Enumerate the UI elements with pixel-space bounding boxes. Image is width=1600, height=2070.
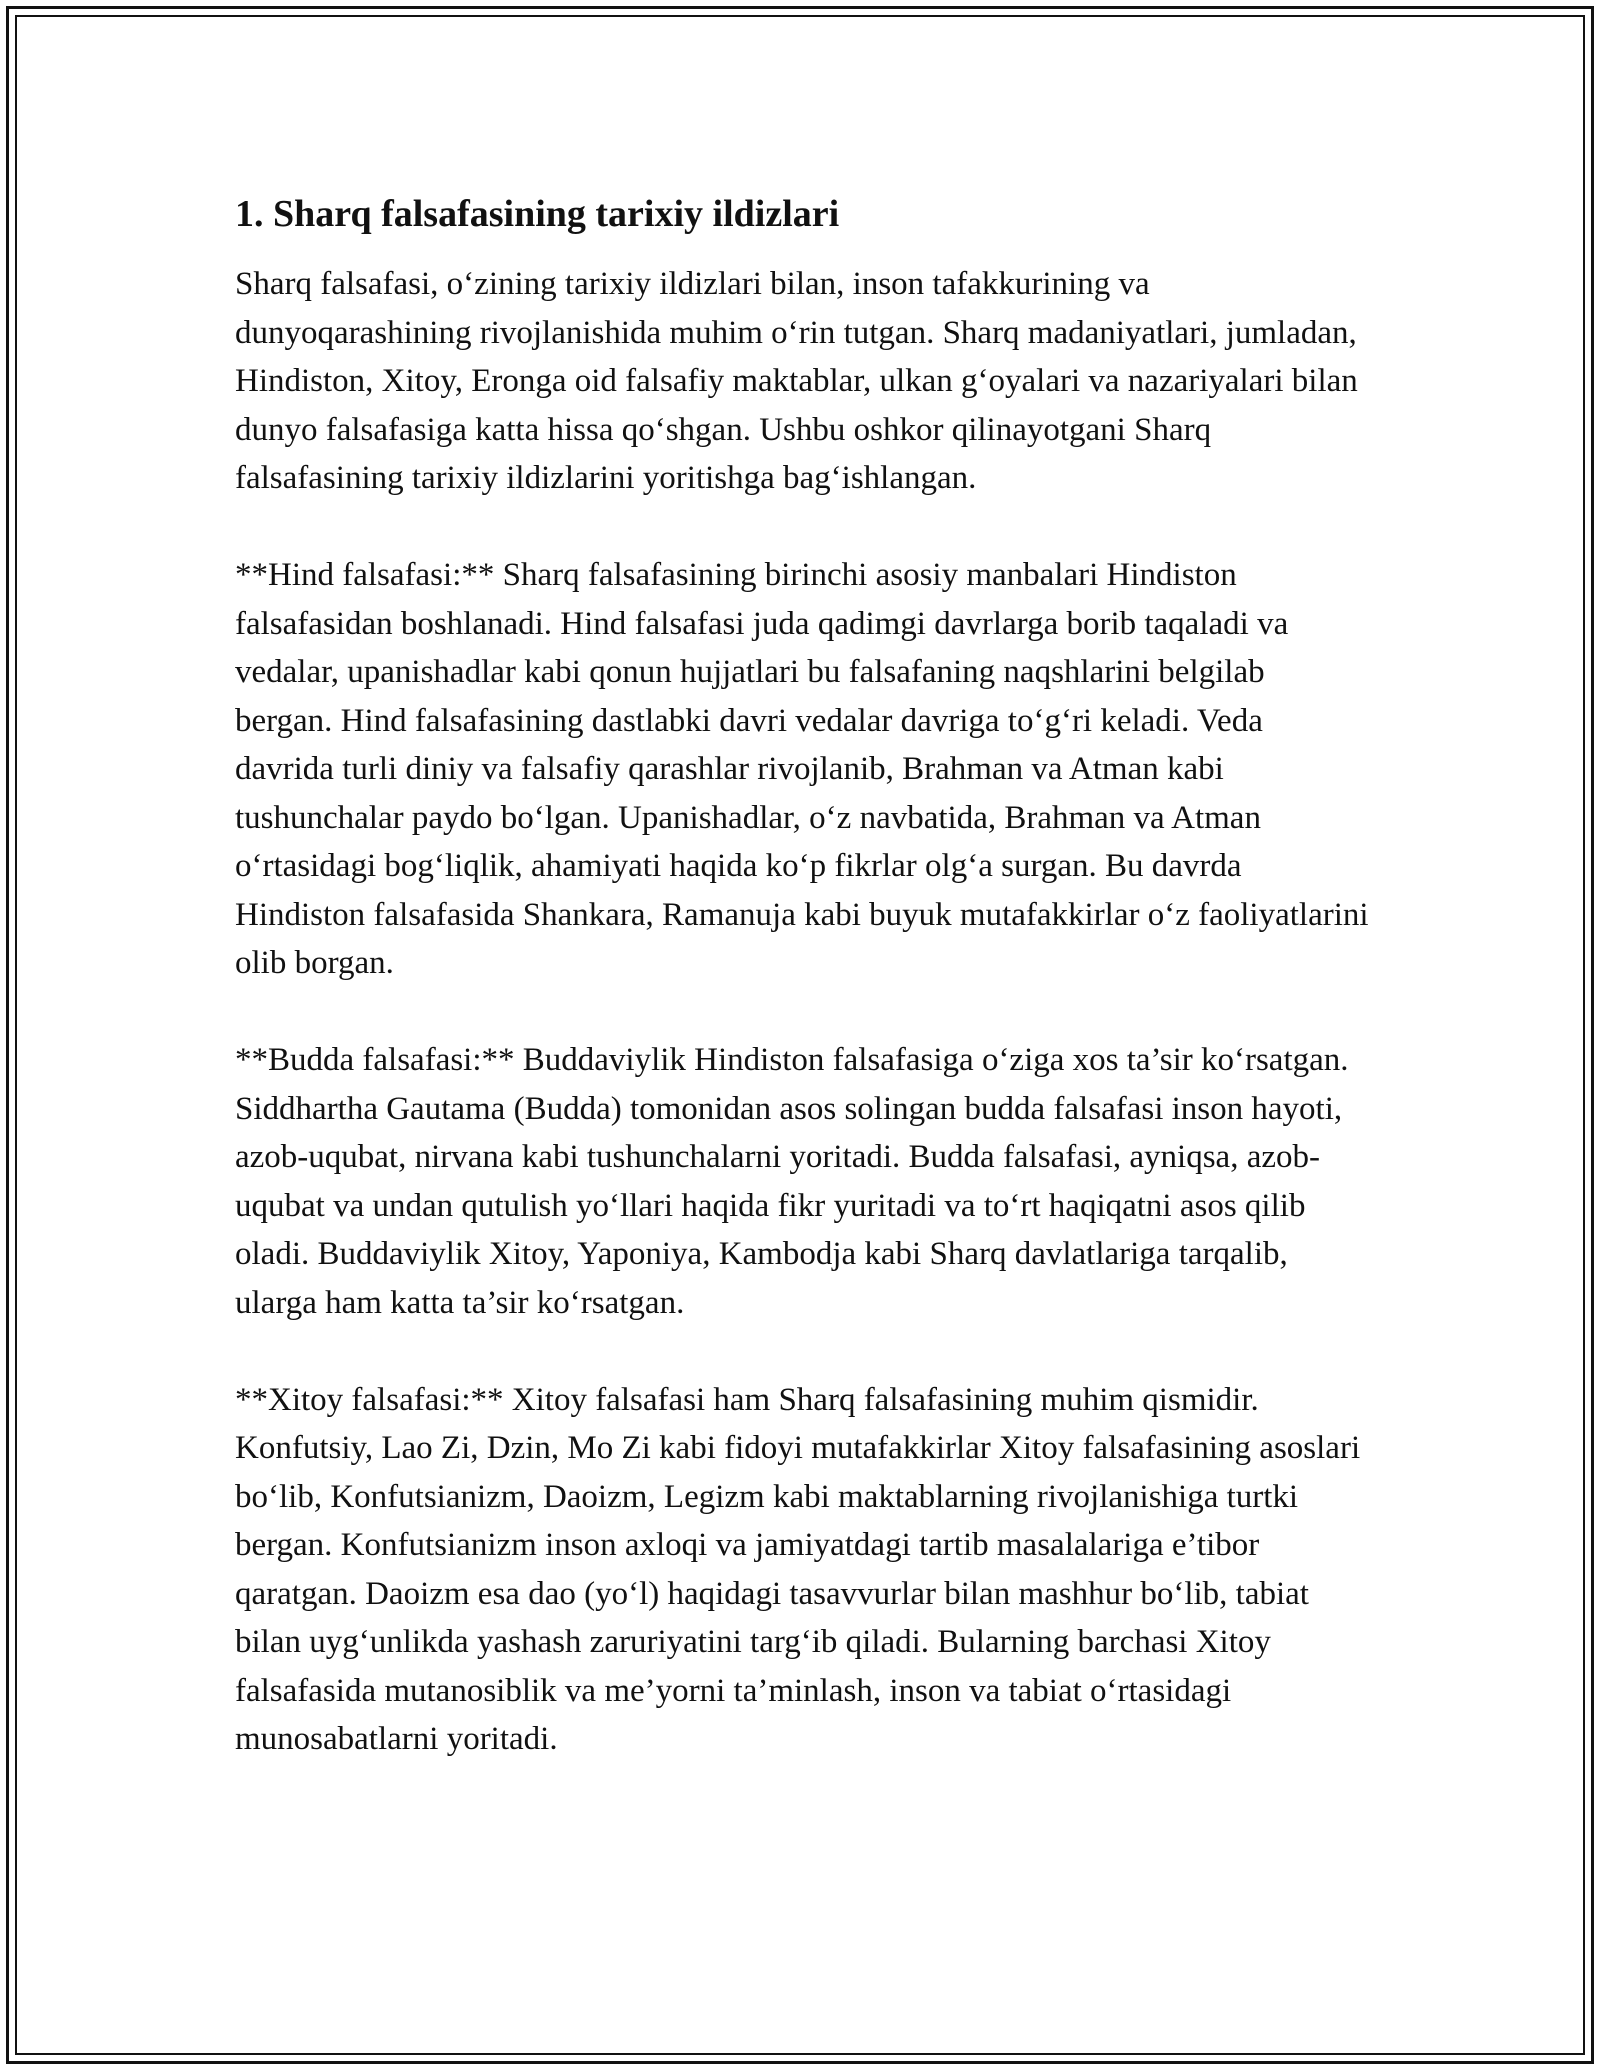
paragraph-xitoy-falsafasi: **Xitoy falsafasi:** Xitoy falsafasi ham Sharq falsafasining muhim qismidir. Konfutsiy, Lao Zi, Dzin, Mo Zi kabi fidoyi mutafakkirlar Xitoy falsafasining asoslari bo‘lib, Konfutsianizm, Daoizm, Legizm kabi maktablarning rivojlanishiga turtki bergan. Konfutsianizm inson axloqi va jamiyatdagi tartib masalalariga e’tibor qaratgan. Daoizm esa dao (yo‘l) haqidagi tasavvurlar bilan mashhur bo‘lib, tabiat bilan uyg‘unlikda yashash zaruriyatini targ‘ib qiladi. Bularning barchasi Xitoy falsafasida mutanosiblik va me’yorni ta’minlash, inson va tabiat o‘rtasidagi munosabatlarni yoritadi. bbox=[235, 1381, 1361, 1757]
paragraph-intro: Sharq falsafasi, o‘zining tarixiy ildizlari bilan, inson tafakkurining va dunyoqarashining rivojlanishida muhim o‘rin tutgan. Sharq madaniyatlari, jumladan, Hindiston, Xitoy, Eronga oid falsafiy maktablar, ulkan g‘oyalari va nazariyalari bilan dunyo falsafasiga katta hissa qo‘shgan. Ushbu oshkor qilinayotgani Sharq falsafasining tarixiy ildizlarini yoritishga bag‘ishlangan. bbox=[235, 266, 1358, 496]
section-heading: 1. Sharq falsafasining tarixiy ildizlari bbox=[235, 193, 840, 235]
paragraph-budda-falsafasi: **Budda falsafasi:** Buddaviylik Hindiston falsafasiga o‘ziga xos ta’sir ko‘rsatgan. Siddhartha Gautama (Budda) tomonidan asos solingan budda falsafasi inson hayoti, azob-uqubat, nirvana kabi tushunchalarni yoritadi. Budda falsafasi, ayniqsa, azob-uqubat va undan qutulish yo‘llari haqida fikr yuritadi va to‘rt haqiqatni asos qilib oladi. Buddaviylik Xitoy, Yaponiya, Kambodja kabi Sharq davlatlariga tarqalib, ularga ham katta ta’sir ko‘rsatgan. bbox=[235, 1042, 1349, 1321]
document-body bbox=[235, 188, 1370, 1812]
paragraph-hind-falsafasi: **Hind falsafasi:** Sharq falsafasining birinchi asosiy manbalari Hindiston falsafasidan boshlanadi. Hind falsafasi juda qadimgi davrlarga borib taqaladi va vedalar, upanishadlar kabi qonun hujjatlari bu falsafaning naqshlarini belgilab bergan. Hind falsafasining dastlabki davri vedalar davriga to‘g‘ri keladi. Veda davrida turli diniy va falsafiy qarashlar rivojlanib, Brahman va Atman kabi tushunchalar paydo bo‘lgan. Upanishadlar, o‘z navbatida, Brahman va Atman o‘rtasidagi bog‘liqlik, ahamiyati haqida ko‘p fikrlar olg‘a surgan. Bu davrda Hindiston falsafasida Shankara, Ramanuja kabi buyuk mutafakkirlar o‘z faoliyatlarini olib borgan. bbox=[235, 557, 1369, 981]
